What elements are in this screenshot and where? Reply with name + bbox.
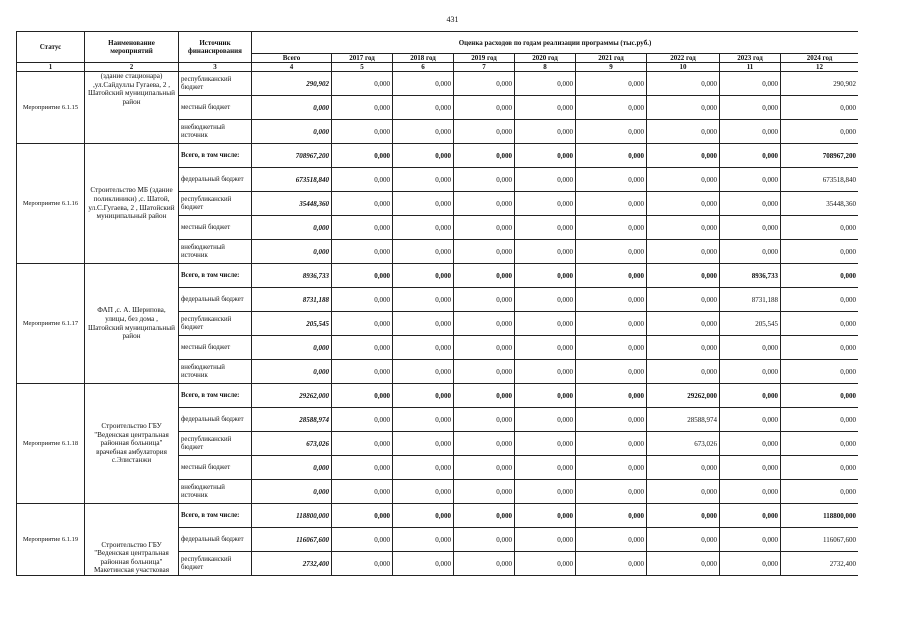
total-value-cell: 0,000 <box>252 240 332 264</box>
funding-source-cell: внебюджетный источник <box>179 360 252 384</box>
year-value-cell: 0,000 <box>647 168 720 192</box>
year-value-cell: 0,000 <box>515 552 576 576</box>
funding-source-cell: республиканский бюджет <box>179 552 252 576</box>
year-value-cell: 0,000 <box>720 480 781 504</box>
year-value-cell: 0,000 <box>332 216 393 240</box>
year-value-cell: 0,000 <box>332 288 393 312</box>
year-value-cell: 0,000 <box>720 408 781 432</box>
year-value-cell: 0,000 <box>454 360 515 384</box>
year-value-cell: 0,000 <box>454 384 515 408</box>
year-value-cell: 0,000 <box>454 264 515 288</box>
year-value-cell: 0,000 <box>720 432 781 456</box>
year-value-cell: 0,000 <box>332 192 393 216</box>
year-value-cell: 0,000 <box>781 384 859 408</box>
year-value-cell: 0,000 <box>332 312 393 336</box>
year-value-cell: 0,000 <box>781 120 859 144</box>
column-number: 11 <box>720 63 781 72</box>
year-value-cell: 0,000 <box>393 120 454 144</box>
total-value-cell: 673,026 <box>252 432 332 456</box>
total-value-cell: 0,000 <box>252 96 332 120</box>
year-value-cell: 0,000 <box>647 312 720 336</box>
funding-source-cell: внебюджетный источник <box>179 240 252 264</box>
total-value-cell: 0,000 <box>252 216 332 240</box>
year-value-cell: 0,000 <box>576 144 647 168</box>
year-value-cell: 0,000 <box>720 360 781 384</box>
total-value-cell: 35448,360 <box>252 192 332 216</box>
funding-source-cell: Всего, в том числе: <box>179 504 252 528</box>
year-value-cell: 0,000 <box>647 120 720 144</box>
year-value-cell: 0,000 <box>332 264 393 288</box>
total-value-cell: 28588,974 <box>252 408 332 432</box>
status-cell: Мероприятие 6.1.16 <box>17 144 85 264</box>
year-value-cell: 0,000 <box>720 96 781 120</box>
funding-source-cell: Всего, в том числе: <box>179 264 252 288</box>
column-number: 8 <box>515 63 576 72</box>
header-year: 2023 год <box>720 54 781 63</box>
year-value-cell: 0,000 <box>576 216 647 240</box>
year-value-cell: 0,000 <box>576 384 647 408</box>
year-value-cell: 0,000 <box>720 144 781 168</box>
header-total: Всего <box>252 54 332 63</box>
year-value-cell: 0,000 <box>781 240 859 264</box>
year-value-cell: 0,000 <box>781 312 859 336</box>
activity-name-cell: Строительство МБ (здание поликлиники) ,с. Шатой, ул.С.Гугаева, 2 , Шатойский муниципальный район <box>85 144 179 264</box>
table-row <box>17 504 859 528</box>
activity-name-cell: ФАП ,с. А. Шерипова, улицы, без дома , Шатойский муниципальный район <box>85 264 179 384</box>
total-value-cell: 118800,000 <box>252 504 332 528</box>
column-number: 9 <box>576 63 647 72</box>
year-value-cell: 0,000 <box>393 504 454 528</box>
total-value-cell: 0,000 <box>252 336 332 360</box>
year-value-cell: 0,000 <box>454 552 515 576</box>
total-value-cell: 290,902 <box>252 72 332 96</box>
year-value-cell: 0,000 <box>332 144 393 168</box>
year-value-cell: 0,000 <box>576 288 647 312</box>
year-value-cell: 118800,000 <box>781 504 859 528</box>
year-value-cell: 0,000 <box>647 288 720 312</box>
year-value-cell: 0,000 <box>393 552 454 576</box>
year-value-cell: 8936,733 <box>720 264 781 288</box>
year-value-cell: 0,000 <box>454 192 515 216</box>
year-value-cell: 0,000 <box>720 504 781 528</box>
year-value-cell: 0,000 <box>393 96 454 120</box>
year-value-cell: 0,000 <box>454 168 515 192</box>
status-cell: Мероприятие 6.1.18 <box>17 384 85 504</box>
year-value-cell: 0,000 <box>576 240 647 264</box>
status-cell: Мероприятие 6.1.19 <box>17 504 85 576</box>
expense-table-frame <box>16 31 858 591</box>
column-number: 6 <box>393 63 454 72</box>
year-value-cell: 0,000 <box>393 456 454 480</box>
header-source: Источник финансирования <box>179 32 252 63</box>
year-value-cell: 0,000 <box>454 216 515 240</box>
total-value-cell: 0,000 <box>252 456 332 480</box>
year-value-cell: 29262,000 <box>647 384 720 408</box>
funding-source-cell: Всего, в том числе: <box>179 384 252 408</box>
year-value-cell: 0,000 <box>781 288 859 312</box>
expense-table <box>16 31 858 576</box>
year-value-cell: 0,000 <box>576 96 647 120</box>
year-value-cell: 0,000 <box>515 144 576 168</box>
status-cell: Мероприятие 6.1.17 <box>17 264 85 384</box>
year-value-cell: 0,000 <box>393 288 454 312</box>
year-value-cell: 0,000 <box>332 504 393 528</box>
year-value-cell: 0,000 <box>515 72 576 96</box>
total-value-cell: 708967,200 <box>252 144 332 168</box>
year-value-cell: 0,000 <box>647 552 720 576</box>
header-year: 2024 год <box>781 54 859 63</box>
year-value-cell: 0,000 <box>781 408 859 432</box>
year-value-cell: 0,000 <box>720 168 781 192</box>
year-value-cell: 0,000 <box>647 96 720 120</box>
year-value-cell: 0,000 <box>393 480 454 504</box>
column-number: 10 <box>647 63 720 72</box>
header-year: 2021 год <box>576 54 647 63</box>
year-value-cell: 0,000 <box>393 432 454 456</box>
year-value-cell: 0,000 <box>332 96 393 120</box>
year-value-cell: 0,000 <box>647 504 720 528</box>
year-value-cell: 0,000 <box>454 72 515 96</box>
column-number: 12 <box>781 63 859 72</box>
year-value-cell: 0,000 <box>332 120 393 144</box>
year-value-cell: 0,000 <box>515 480 576 504</box>
year-value-cell: 0,000 <box>515 408 576 432</box>
year-value-cell: 0,000 <box>393 192 454 216</box>
year-value-cell: 0,000 <box>393 336 454 360</box>
column-numbers-row <box>17 63 859 72</box>
year-value-cell: 0,000 <box>393 312 454 336</box>
year-value-cell: 0,000 <box>454 240 515 264</box>
year-value-cell: 0,000 <box>576 456 647 480</box>
year-value-cell: 35448,360 <box>781 192 859 216</box>
year-value-cell: 0,000 <box>332 168 393 192</box>
year-value-cell: 0,000 <box>647 360 720 384</box>
activity-name-cell: Строительство ГБУ "Веденская центральная районная больница" Макетинская участковая <box>85 504 179 576</box>
year-value-cell: 0,000 <box>647 216 720 240</box>
funding-source-cell: местный бюджет <box>179 336 252 360</box>
year-value-cell: 2732,400 <box>781 552 859 576</box>
year-value-cell: 0,000 <box>576 480 647 504</box>
year-value-cell: 0,000 <box>454 120 515 144</box>
column-number: 5 <box>332 63 393 72</box>
year-value-cell: 0,000 <box>393 384 454 408</box>
year-value-cell: 0,000 <box>515 528 576 552</box>
year-value-cell: 0,000 <box>576 504 647 528</box>
year-value-cell: 0,000 <box>332 480 393 504</box>
year-value-cell: 0,000 <box>332 408 393 432</box>
activity-name-cell: (здание стационара) ,ул.Сайдуллы Гугаева, 2 , Шатойский муниципальный район <box>85 72 179 144</box>
header-estimate: Оценка расходов по годам реализации программы (тыс.руб.) <box>252 32 859 54</box>
year-value-cell: 0,000 <box>720 552 781 576</box>
total-value-cell: 0,000 <box>252 360 332 384</box>
header-status: Статус <box>17 32 85 63</box>
year-value-cell: 0,000 <box>781 360 859 384</box>
year-value-cell: 0,000 <box>393 264 454 288</box>
year-value-cell: 0,000 <box>576 264 647 288</box>
year-value-cell: 0,000 <box>781 264 859 288</box>
total-value-cell: 2732,400 <box>252 552 332 576</box>
header-year: 2018 год <box>393 54 454 63</box>
table-row <box>17 72 859 96</box>
year-value-cell: 0,000 <box>454 504 515 528</box>
year-value-cell: 0,000 <box>720 456 781 480</box>
year-value-cell: 0,000 <box>515 264 576 288</box>
year-value-cell: 0,000 <box>515 240 576 264</box>
year-value-cell: 0,000 <box>647 144 720 168</box>
year-value-cell: 708967,200 <box>781 144 859 168</box>
year-value-cell: 0,000 <box>647 480 720 504</box>
year-value-cell: 0,000 <box>576 360 647 384</box>
year-value-cell: 0,000 <box>576 432 647 456</box>
funding-source-cell: республиканский бюджет <box>179 432 252 456</box>
year-value-cell: 0,000 <box>720 240 781 264</box>
status-cell: Мероприятие 6.1.15 <box>17 72 85 144</box>
year-value-cell: 0,000 <box>781 456 859 480</box>
year-value-cell: 673518,840 <box>781 168 859 192</box>
year-value-cell: 0,000 <box>647 528 720 552</box>
year-value-cell: 0,000 <box>515 216 576 240</box>
column-number: 1 <box>17 63 85 72</box>
activity-name-cell: Строительство ГБУ "Веденская центральная районная больница" врачебная амбулатория с.Элистанжи <box>85 384 179 504</box>
year-value-cell: 8731,188 <box>720 288 781 312</box>
year-value-cell: 0,000 <box>454 456 515 480</box>
header-year: 2019 год <box>454 54 515 63</box>
year-value-cell: 0,000 <box>576 528 647 552</box>
funding-source-cell: местный бюджет <box>179 216 252 240</box>
table-row <box>17 384 859 408</box>
header-year: 2020 год <box>515 54 576 63</box>
year-value-cell: 0,000 <box>332 72 393 96</box>
year-value-cell: 0,000 <box>332 336 393 360</box>
year-value-cell: 0,000 <box>647 72 720 96</box>
year-value-cell: 0,000 <box>332 432 393 456</box>
total-value-cell: 0,000 <box>252 480 332 504</box>
funding-source-cell: местный бюджет <box>179 456 252 480</box>
header-name: Наименование мероприятий <box>85 32 179 63</box>
year-value-cell: 0,000 <box>576 72 647 96</box>
year-value-cell: 0,000 <box>515 336 576 360</box>
column-number: 2 <box>85 63 179 72</box>
year-value-cell: 0,000 <box>332 384 393 408</box>
year-value-cell: 0,000 <box>576 312 647 336</box>
year-value-cell: 0,000 <box>515 288 576 312</box>
total-value-cell: 0,000 <box>252 120 332 144</box>
year-value-cell: 0,000 <box>515 168 576 192</box>
year-value-cell: 0,000 <box>393 168 454 192</box>
year-value-cell: 0,000 <box>393 240 454 264</box>
year-value-cell: 0,000 <box>332 240 393 264</box>
year-value-cell: 0,000 <box>454 144 515 168</box>
year-value-cell: 0,000 <box>393 408 454 432</box>
table-row <box>17 264 859 288</box>
year-value-cell: 0,000 <box>454 312 515 336</box>
year-value-cell: 0,000 <box>332 360 393 384</box>
year-value-cell: 28588,974 <box>647 408 720 432</box>
year-value-cell: 0,000 <box>576 168 647 192</box>
total-value-cell: 29262,000 <box>252 384 332 408</box>
year-value-cell: 0,000 <box>647 456 720 480</box>
header-year: 2017 год <box>332 54 393 63</box>
total-value-cell: 8936,733 <box>252 264 332 288</box>
total-value-cell: 205,545 <box>252 312 332 336</box>
year-value-cell: 0,000 <box>781 216 859 240</box>
funding-source-cell: федеральный бюджет <box>179 408 252 432</box>
year-value-cell: 0,000 <box>454 408 515 432</box>
funding-source-cell: республиканский бюджет <box>179 192 252 216</box>
year-value-cell: 0,000 <box>781 480 859 504</box>
funding-source-cell: внебюджетный источник <box>179 120 252 144</box>
year-value-cell: 0,000 <box>332 528 393 552</box>
year-value-cell: 0,000 <box>576 120 647 144</box>
year-value-cell: 0,000 <box>393 72 454 96</box>
year-value-cell: 0,000 <box>332 456 393 480</box>
total-value-cell: 116067,600 <box>252 528 332 552</box>
funding-source-cell: местный бюджет <box>179 96 252 120</box>
year-value-cell: 0,000 <box>454 480 515 504</box>
year-value-cell: 0,000 <box>647 264 720 288</box>
year-value-cell: 0,000 <box>454 96 515 120</box>
funding-source-cell: федеральный бюджет <box>179 168 252 192</box>
year-value-cell: 0,000 <box>515 384 576 408</box>
year-value-cell: 0,000 <box>576 408 647 432</box>
year-value-cell: 0,000 <box>393 528 454 552</box>
year-value-cell: 0,000 <box>515 456 576 480</box>
year-value-cell: 0,000 <box>332 552 393 576</box>
year-value-cell: 673,026 <box>647 432 720 456</box>
year-value-cell: 0,000 <box>515 96 576 120</box>
funding-source-cell: внебюджетный источник <box>179 480 252 504</box>
year-value-cell: 0,000 <box>647 240 720 264</box>
year-value-cell: 0,000 <box>720 336 781 360</box>
year-value-cell: 0,000 <box>720 528 781 552</box>
header-year: 2022 год <box>647 54 720 63</box>
year-value-cell: 0,000 <box>393 360 454 384</box>
year-value-cell: 0,000 <box>781 96 859 120</box>
year-value-cell: 0,000 <box>515 192 576 216</box>
year-value-cell: 0,000 <box>515 312 576 336</box>
page-number: 431 <box>446 15 459 24</box>
year-value-cell: 0,000 <box>454 336 515 360</box>
total-value-cell: 8731,188 <box>252 288 332 312</box>
table-row <box>17 144 859 168</box>
year-value-cell: 0,000 <box>454 288 515 312</box>
year-value-cell: 0,000 <box>576 552 647 576</box>
year-value-cell: 0,000 <box>720 192 781 216</box>
funding-source-cell: федеральный бюджет <box>179 528 252 552</box>
year-value-cell: 0,000 <box>576 192 647 216</box>
column-number: 3 <box>179 63 252 72</box>
year-value-cell: 0,000 <box>720 384 781 408</box>
funding-source-cell: республиканский бюджет <box>179 312 252 336</box>
year-value-cell: 0,000 <box>720 72 781 96</box>
year-value-cell: 0,000 <box>515 504 576 528</box>
year-value-cell: 0,000 <box>647 336 720 360</box>
total-value-cell: 673518,840 <box>252 168 332 192</box>
year-value-cell: 116067,600 <box>781 528 859 552</box>
column-number: 4 <box>252 63 332 72</box>
year-value-cell: 0,000 <box>515 120 576 144</box>
funding-source-cell: Всего, в том числе: <box>179 144 252 168</box>
year-value-cell: 0,000 <box>720 216 781 240</box>
year-value-cell: 0,000 <box>781 432 859 456</box>
year-value-cell: 205,545 <box>720 312 781 336</box>
year-value-cell: 0,000 <box>647 192 720 216</box>
year-value-cell: 0,000 <box>454 432 515 456</box>
column-number: 7 <box>454 63 515 72</box>
funding-source-cell: республиканский бюджет <box>179 72 252 96</box>
year-value-cell: 0,000 <box>720 120 781 144</box>
year-value-cell: 0,000 <box>515 360 576 384</box>
year-value-cell: 0,000 <box>515 432 576 456</box>
table-body <box>17 72 859 576</box>
year-value-cell: 0,000 <box>393 216 454 240</box>
year-value-cell: 0,000 <box>393 144 454 168</box>
year-value-cell: 0,000 <box>781 336 859 360</box>
year-value-cell: 290,902 <box>781 72 859 96</box>
funding-source-cell: федеральный бюджет <box>179 288 252 312</box>
year-value-cell: 0,000 <box>576 336 647 360</box>
year-value-cell: 0,000 <box>454 528 515 552</box>
